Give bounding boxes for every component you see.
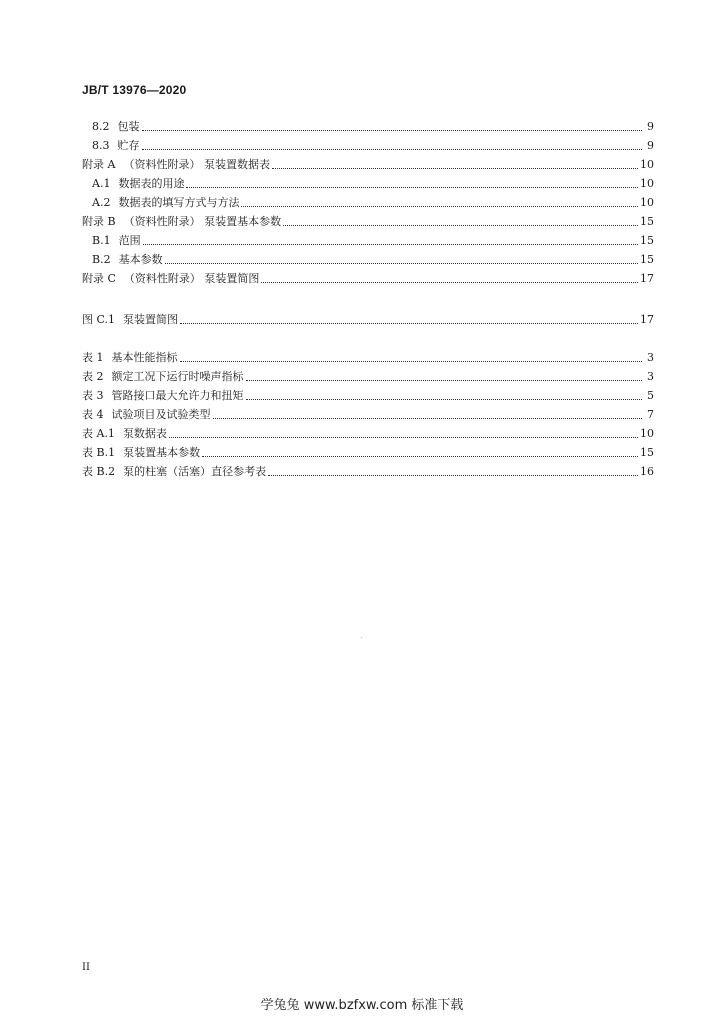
leader-dots [283, 225, 638, 226]
toc-entry-title: 贮存 [117, 139, 140, 152]
table-page: 15 [640, 446, 654, 459]
table-number: 表 B.2 [82, 465, 116, 478]
toc-entry-number: B.2 [92, 253, 111, 266]
toc-entry-number: A.2 [92, 196, 111, 209]
leader-dots [142, 149, 643, 150]
table-list-entry[interactable] [82, 463, 654, 479]
figure-page: 17 [640, 313, 654, 326]
table-list-entry[interactable] [82, 349, 654, 365]
leader-dots [202, 456, 638, 457]
leader-dots [186, 187, 638, 188]
toc-entry-number: A.1 [92, 177, 111, 190]
table-list-entry[interactable] [82, 406, 654, 422]
figure-number: 图 C.1 [82, 313, 116, 326]
toc-entry-page: 17 [640, 272, 654, 285]
table-title: 泵的柱塞（活塞）直径参考表 [123, 465, 267, 478]
toc-entry[interactable] [82, 270, 654, 286]
table-number: 表 4 [82, 408, 104, 421]
toc-entry[interactable] [82, 118, 654, 134]
leader-dots [180, 323, 638, 324]
toc-entry-title: （资料性附录） 泵装置数据表 [123, 158, 270, 171]
table-page: 7 [647, 408, 654, 421]
table-title: 额定工况下运行时噪声指标 [111, 370, 244, 383]
table-page: 16 [640, 465, 654, 478]
table-title: 泵数据表 [122, 427, 167, 440]
table-title: 管路接口最大允许力和扭矩 [111, 389, 244, 402]
table-number: 表 2 [82, 370, 104, 383]
toc-entry-page: 9 [647, 120, 654, 133]
toc-entry-number: B.1 [92, 234, 111, 247]
table-title: 试验项目及试验类型 [111, 408, 211, 421]
table-title: 基本性能指标 [111, 351, 178, 364]
toc-entry[interactable] [82, 232, 654, 248]
toc-entry-number: 8.2 [92, 120, 110, 133]
leader-dots [165, 263, 638, 264]
table-page: 10 [640, 427, 654, 440]
leader-dots [246, 380, 643, 381]
page-number-roman: II [82, 962, 90, 973]
toc-entry[interactable] [82, 194, 654, 210]
toc-entry-title: 范围 [118, 234, 141, 247]
table-list-entry[interactable] [82, 387, 654, 403]
toc-entry-page: 10 [640, 177, 654, 190]
leader-dots [246, 399, 643, 400]
table-number: 表 B.1 [82, 446, 116, 459]
toc-entry[interactable] [82, 175, 654, 191]
toc-entry-page: 10 [640, 196, 654, 209]
table-page: 3 [647, 351, 654, 364]
table-list-entry[interactable] [82, 425, 654, 441]
figure-list-entry[interactable] [82, 311, 654, 327]
table-page: 3 [647, 370, 654, 383]
scan-speck [361, 637, 362, 638]
toc-entry[interactable] [82, 137, 654, 153]
toc-entry-title: （资料性附录） 泵装置基本参数 [123, 215, 282, 228]
toc-entry-page: 15 [640, 253, 654, 266]
toc-entry-title: 数据表的用途 [118, 177, 185, 190]
leader-dots [241, 206, 638, 207]
leader-dots [142, 130, 643, 131]
table-list-entry[interactable] [82, 444, 654, 460]
table-title: 泵装置基本参数 [123, 446, 201, 459]
leader-dots [169, 437, 638, 438]
toc-entry[interactable] [82, 156, 654, 172]
leader-dots [143, 244, 638, 245]
toc-entry-number: 附录 C [82, 272, 116, 285]
table-page: 5 [647, 389, 654, 402]
toc-entry-title: 基本参数 [118, 253, 163, 266]
toc-entry-title: 包装 [117, 120, 140, 133]
toc-entry-page: 9 [647, 139, 654, 152]
toc-entry[interactable] [82, 251, 654, 267]
leader-dots [272, 168, 638, 169]
leader-dots [180, 361, 643, 362]
table-number: 表 1 [82, 351, 104, 364]
toc-entry-number: 附录 B [82, 215, 116, 228]
leader-dots [261, 282, 638, 283]
figure-title: 泵装置简图 [123, 313, 179, 326]
toc-entry-page: 10 [640, 158, 654, 171]
table-number: 表 3 [82, 389, 104, 402]
toc-entry[interactable] [82, 213, 654, 229]
watermark-text: 学兔兔 www.bzfxw.com 标准下载 [260, 998, 464, 1013]
toc-entry-number: 8.3 [92, 139, 110, 152]
toc-entry-page: 15 [640, 234, 654, 247]
toc-entry-number: 附录 A [82, 158, 116, 171]
toc-entry-page: 15 [640, 215, 654, 228]
toc-entry-title: 数据表的填写方式与方法 [118, 196, 240, 209]
document-header-id: JB/T 13976—2020 [82, 83, 187, 97]
table-list-entry[interactable] [82, 368, 654, 384]
table-number: 表 A.1 [82, 427, 115, 440]
leader-dots [268, 475, 638, 476]
leader-dots [213, 418, 643, 419]
toc-entry-title: （资料性附录） 泵装置简图 [123, 272, 260, 285]
